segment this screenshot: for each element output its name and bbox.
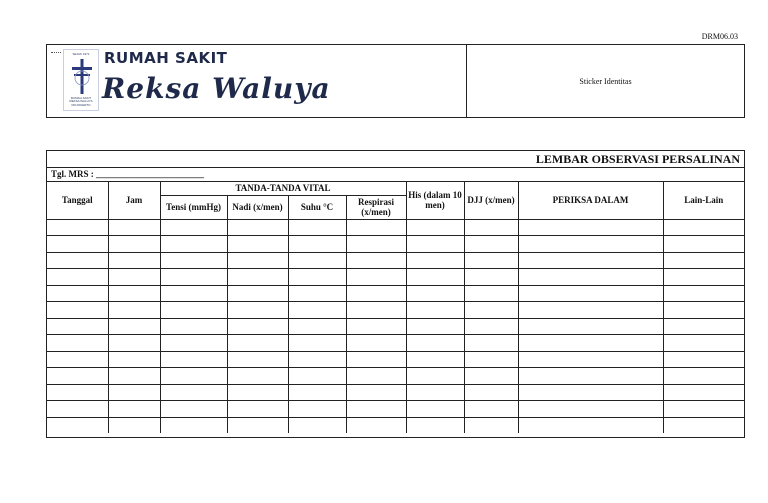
emblem-top-text: SEJAK 1971: [72, 52, 90, 56]
table-cell[interactable]: [227, 236, 288, 253]
table-cell[interactable]: [518, 318, 663, 335]
table-cell[interactable]: [663, 252, 744, 269]
table-row: [47, 368, 744, 385]
table-cell[interactable]: [47, 335, 108, 352]
table-cell[interactable]: [464, 384, 518, 401]
table-cell[interactable]: [47, 252, 108, 269]
col-tensi: Tensi (mmHg): [160, 195, 227, 219]
table-cell[interactable]: [663, 269, 744, 286]
hospital-logo-area: [47, 45, 467, 117]
table-cell[interactable]: [346, 384, 406, 401]
table-cell[interactable]: [108, 219, 160, 236]
table-cell[interactable]: [288, 302, 346, 319]
table-cell[interactable]: [663, 351, 744, 368]
hospital-name-line1: RUMAH SAKIT: [104, 49, 228, 67]
table-cell[interactable]: [227, 269, 288, 286]
hospital-name-line2: Reksa Waluya: [102, 72, 331, 105]
table-cell[interactable]: [108, 368, 160, 385]
table-cell[interactable]: [160, 219, 227, 236]
table-cell[interactable]: [518, 335, 663, 352]
table-cell[interactable]: [47, 219, 108, 236]
table-row: [47, 219, 744, 236]
table-cell[interactable]: [160, 417, 227, 433]
table-cell[interactable]: [406, 368, 464, 385]
table-cell[interactable]: [288, 236, 346, 253]
header-box: [46, 44, 745, 118]
table-cell[interactable]: [288, 351, 346, 368]
table-row: [47, 269, 744, 286]
emblem-bottom-text: [64, 97, 98, 107]
table-row: [47, 351, 744, 368]
table-cell[interactable]: [288, 269, 346, 286]
table-cell[interactable]: [346, 417, 406, 433]
table-cell[interactable]: [108, 335, 160, 352]
table-cell[interactable]: [518, 252, 663, 269]
table-cell[interactable]: [108, 236, 160, 253]
col-vital-group: TANDA-TANDA VITAL: [160, 182, 406, 195]
table-cell[interactable]: [663, 285, 744, 302]
table-cell[interactable]: [406, 285, 464, 302]
table-cell[interactable]: [346, 236, 406, 253]
table-body: [47, 219, 744, 433]
table-cell[interactable]: [288, 384, 346, 401]
table-cell[interactable]: [108, 384, 160, 401]
observation-table: [47, 182, 744, 433]
emblem-line-1: RUMAH SAKIT: [70, 95, 92, 100]
table-cell[interactable]: [160, 285, 227, 302]
sticker-label: Sticker Identitas: [579, 76, 632, 86]
col-suhu: Suhu °C: [288, 195, 346, 219]
table-cell[interactable]: [518, 302, 663, 319]
table-cell[interactable]: [464, 252, 518, 269]
table-row: [47, 401, 744, 418]
document-code: DRM06.03: [701, 32, 738, 41]
table-cell[interactable]: [346, 351, 406, 368]
table-cell[interactable]: [47, 302, 108, 319]
table-cell[interactable]: [346, 285, 406, 302]
col-his: His (dalam 10 men): [406, 182, 464, 219]
table-row: [47, 335, 744, 352]
table-cell[interactable]: [160, 351, 227, 368]
table-cell[interactable]: [227, 318, 288, 335]
table-cell[interactable]: [288, 335, 346, 352]
emblem-line-3: MOJOKERTO: [71, 102, 91, 107]
table-cell[interactable]: [464, 285, 518, 302]
table-cell[interactable]: [160, 252, 227, 269]
table-cell[interactable]: [406, 219, 464, 236]
dotted-line: [51, 52, 61, 53]
table-row: [47, 384, 744, 401]
col-lain-lain: Lain-Lain: [663, 182, 744, 219]
table-cell[interactable]: [406, 302, 464, 319]
table-cell[interactable]: [108, 285, 160, 302]
mrs-date-field[interactable]: Tgl. MRS : ________________________: [47, 168, 744, 182]
table-cell[interactable]: [406, 351, 464, 368]
table-cell[interactable]: [108, 302, 160, 319]
col-djj: DJJ (x/men): [464, 182, 518, 219]
col-respirasi: Respirasi (x/men): [346, 195, 406, 219]
table-cell[interactable]: [346, 302, 406, 319]
table-cell[interactable]: [663, 368, 744, 385]
table-cell[interactable]: [518, 285, 663, 302]
table-row: [47, 417, 744, 433]
table-cell[interactable]: [663, 318, 744, 335]
table-cell[interactable]: [47, 384, 108, 401]
hospital-emblem: [63, 49, 99, 111]
table-cell[interactable]: [47, 368, 108, 385]
table-cell[interactable]: [464, 351, 518, 368]
table-cell[interactable]: [288, 401, 346, 418]
emblem-line-2: REKSA WALUYA: [69, 99, 93, 104]
table-cell[interactable]: [160, 401, 227, 418]
table-row: [47, 285, 744, 302]
table-cell[interactable]: [518, 368, 663, 385]
table-cell[interactable]: [663, 335, 744, 352]
table-cell[interactable]: [346, 219, 406, 236]
table-cell[interactable]: [406, 236, 464, 253]
table-cell[interactable]: [464, 417, 518, 433]
table-cell[interactable]: [47, 269, 108, 286]
table-cell[interactable]: [346, 269, 406, 286]
col-periksa-dalam: PERIKSA DALAM: [518, 182, 663, 219]
table-cell[interactable]: [47, 318, 108, 335]
table-cell[interactable]: [406, 401, 464, 418]
table-cell[interactable]: [160, 318, 227, 335]
table-cell[interactable]: [108, 269, 160, 286]
table-cell[interactable]: [227, 252, 288, 269]
table-cell[interactable]: [518, 236, 663, 253]
table-cell[interactable]: [406, 318, 464, 335]
table-cell[interactable]: [227, 335, 288, 352]
table-cell[interactable]: [518, 384, 663, 401]
table-cell[interactable]: [346, 368, 406, 385]
table-row: [47, 236, 744, 253]
table-row: [47, 302, 744, 319]
table-cell[interactable]: [108, 351, 160, 368]
table-cell[interactable]: [108, 318, 160, 335]
col-nadi: Nadi (x/men): [227, 195, 288, 219]
table-cell[interactable]: [464, 335, 518, 352]
observation-form: [46, 150, 745, 438]
table-cell[interactable]: [346, 401, 406, 418]
table-cell[interactable]: [108, 401, 160, 418]
table-cell[interactable]: [288, 252, 346, 269]
table-cell[interactable]: [346, 335, 406, 352]
table-cell[interactable]: [406, 252, 464, 269]
table-cell[interactable]: [663, 401, 744, 418]
sticker-area: [467, 45, 744, 117]
table-cell[interactable]: [663, 236, 744, 253]
table-cell[interactable]: [288, 318, 346, 335]
table-cell[interactable]: [464, 318, 518, 335]
table-cell[interactable]: [288, 417, 346, 433]
table-row: [47, 252, 744, 269]
table-cell[interactable]: [288, 219, 346, 236]
table-cell[interactable]: [346, 318, 406, 335]
table-cell[interactable]: [663, 384, 744, 401]
table-cell[interactable]: [47, 417, 108, 433]
table-cell[interactable]: [47, 401, 108, 418]
table-cell[interactable]: [160, 302, 227, 319]
table-cell[interactable]: [160, 269, 227, 286]
table-cell[interactable]: [227, 219, 288, 236]
table-cell[interactable]: [464, 236, 518, 253]
table-cell[interactable]: [464, 401, 518, 418]
table-cell[interactable]: [518, 219, 663, 236]
table-cell[interactable]: [288, 368, 346, 385]
table-cell[interactable]: [406, 384, 464, 401]
table-cell[interactable]: [663, 219, 744, 236]
table-cell[interactable]: [663, 417, 744, 433]
table-cell[interactable]: [288, 285, 346, 302]
table-cell[interactable]: [406, 417, 464, 433]
table-cell[interactable]: [227, 384, 288, 401]
table-cell[interactable]: [406, 335, 464, 352]
table-cell[interactable]: [47, 236, 108, 253]
table-cell[interactable]: [518, 351, 663, 368]
table-cell[interactable]: [227, 285, 288, 302]
table-cell[interactable]: [108, 252, 160, 269]
col-jam: Jam: [108, 182, 160, 219]
table-cell[interactable]: [227, 302, 288, 319]
table-cell[interactable]: [227, 368, 288, 385]
table-cell[interactable]: [663, 302, 744, 319]
table-cell[interactable]: [160, 335, 227, 352]
table-cell[interactable]: [227, 351, 288, 368]
table-cell[interactable]: [464, 368, 518, 385]
table-cell[interactable]: [518, 417, 663, 433]
table-cell[interactable]: [518, 269, 663, 286]
table-cell[interactable]: [108, 417, 160, 433]
table-cell[interactable]: [160, 236, 227, 253]
table-cell[interactable]: [160, 384, 227, 401]
table-cell[interactable]: [464, 219, 518, 236]
col-tanggal: Tanggal: [47, 182, 108, 219]
table-cell[interactable]: [406, 269, 464, 286]
table-cell[interactable]: [47, 351, 108, 368]
table-cell[interactable]: [518, 401, 663, 418]
table-cell[interactable]: [227, 401, 288, 418]
table-cell[interactable]: [160, 368, 227, 385]
table-cell[interactable]: [464, 269, 518, 286]
form-title: LEMBAR OBSERVASI PERSALINAN: [47, 151, 744, 168]
table-cell[interactable]: [227, 417, 288, 433]
table-cell[interactable]: [47, 285, 108, 302]
table-cell[interactable]: [464, 302, 518, 319]
table-row: [47, 318, 744, 335]
table-cell[interactable]: [346, 252, 406, 269]
